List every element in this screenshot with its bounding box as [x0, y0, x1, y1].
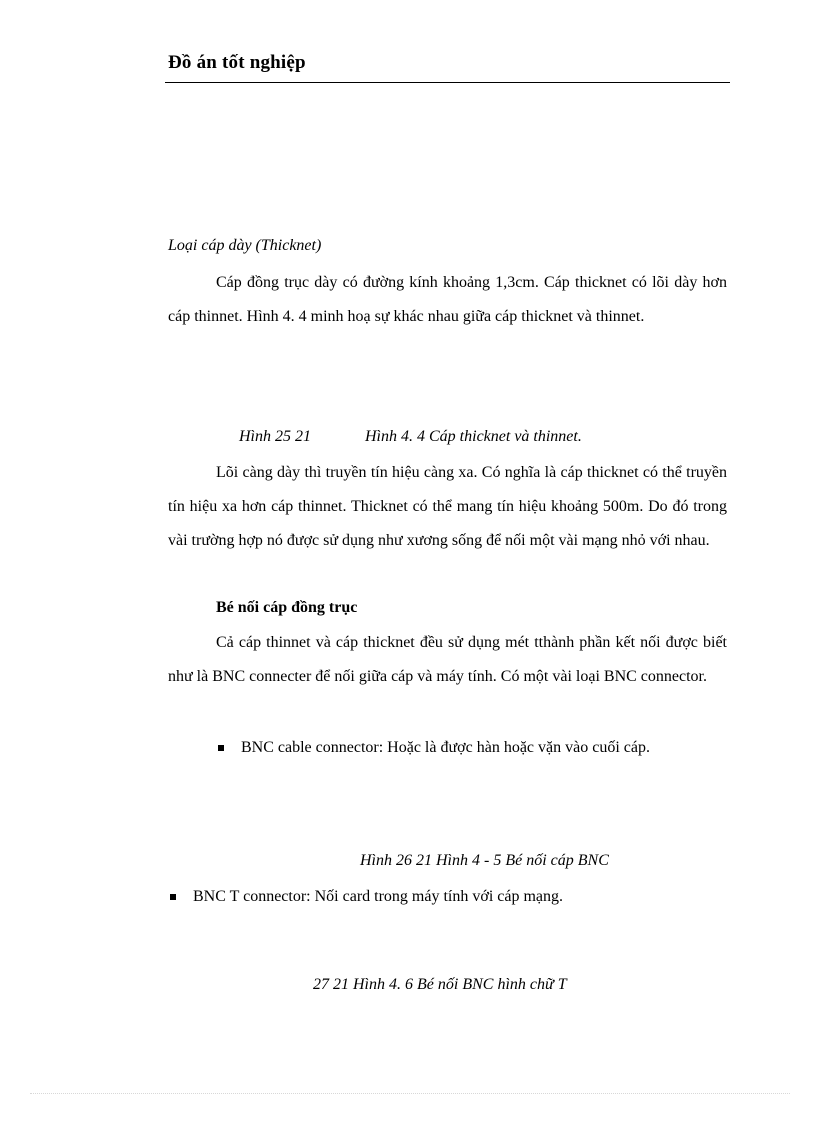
bullet-square-icon — [170, 894, 176, 900]
section-heading: Loại cáp dày (Thicknet) — [168, 237, 322, 254]
paragraph-text: Lõi càng dày thì truyền tín hiệu càng xa. Có nghĩa là cáp thicknet có thể truyền tín hiệu xa hơn cáp thinnet. Thicknet có thể mang tín hiệu khoảng 500m. Do đó trong vài trường hợp nó được sử dụng như xương sống để nối một vài mạng nhỏ với nhau. — [168, 464, 727, 549]
paragraph-thicknet-distance — [168, 456, 727, 558]
figure-caption-text: Hình 4. 4 Cáp thicknet và thinnet. — [365, 428, 582, 445]
figure-caption-number: Hình 25 21 — [239, 428, 311, 445]
subheading-coax-connector: Bé nối cáp đồng trục — [216, 599, 358, 616]
bullet-text: BNC T connector: Nối card trong máy tính với cáp mạng. — [193, 888, 564, 905]
bullet-square-icon — [218, 745, 224, 751]
bullet-item-bnc-cable-connector — [218, 739, 650, 757]
paragraph-text: Cả cáp thinnet và cáp thicknet đều sử dụng mét tthành phần kết nối được biết như là BNC connecter để nối giữa cáp và máy tính. Có một vài loại BNC connector. — [168, 634, 727, 685]
paragraph-text: Cáp đồng trục dày có đường kính khoảng 1,3cm. Cáp thicknet có lõi dày hơn cáp thinnet. Hình 4. 4 minh hoạ sự khác nhau giữa cáp thicknet và thinnet. — [168, 274, 727, 325]
bullet-text: BNC cable connector: Hoặc là được hàn hoặc vặn vào cuối cáp. — [241, 739, 650, 756]
page-header-title: Đồ án tốt nghiệp — [168, 52, 306, 73]
figure-caption-t-connector: 27 21 Hình 4. 6 Bé nối BNC hình chữ T — [313, 976, 567, 993]
footer-divider — [30, 1093, 790, 1094]
bullet-item-bnc-t-connector — [170, 888, 563, 906]
header-divider — [165, 82, 730, 83]
figure-caption-bnc: Hình 26 21 Hình 4 - 5 Bé nối cáp BNC — [360, 852, 609, 869]
paragraph-bnc-connector — [168, 626, 727, 694]
paragraph-thicknet-intro — [168, 266, 727, 334]
